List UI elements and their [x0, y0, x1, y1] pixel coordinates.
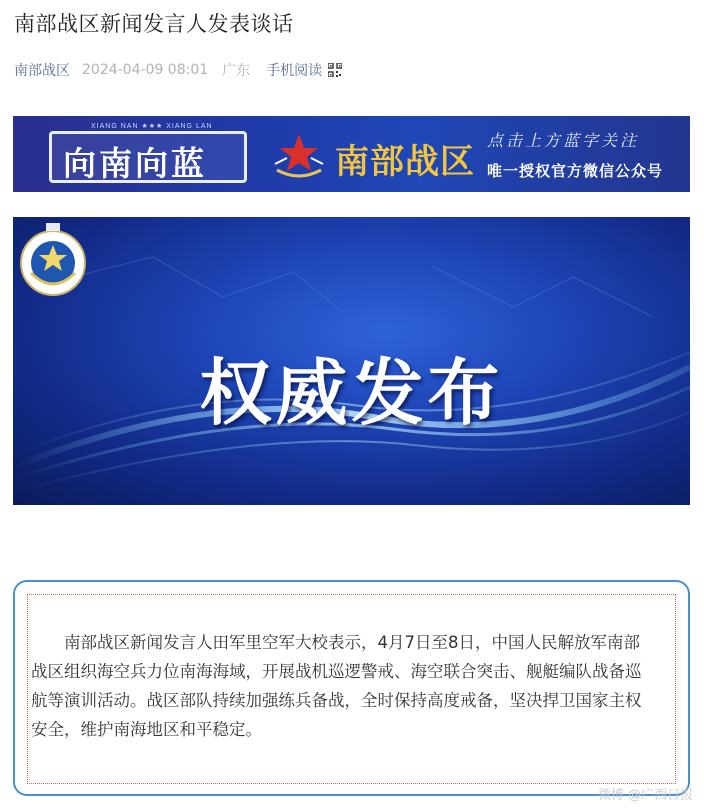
publish-date: 2024-04-09 08:01 [82, 62, 209, 78]
statement-text: 南部战区新闻发言人田军里空军大校表示，4月7日至8日，中国人民解放军南部战区组织海空兵力位南海海域，开展战机巡逻警戒、海空联合突击、舰艇编队战备巡航等演训活动。战区部队持续加强练兵备战，全时保持高度戒备，坚决捍卫国家主权安全，维护南海地区和平稳定。 [31, 633, 642, 739]
follow-banner[interactable] [13, 116, 690, 192]
qr-code-icon[interactable] [328, 63, 342, 77]
statement-box [13, 580, 690, 796]
authority-release-title: 权威发布 [199, 350, 504, 435]
brand-title: 南部战区 [335, 142, 475, 182]
weibo-watermark: 微博 @广西日报 [598, 788, 694, 803]
source-link[interactable]: 南部战区 [14, 63, 70, 79]
slogan-text: 向南向蓝 [63, 144, 207, 183]
slogan-pinyin: XIANG NAN ★★★ XIANG LAN [91, 123, 213, 130]
article-title: 南部战区新闻发言人发表谈话 [14, 12, 294, 36]
location: 广东 [222, 63, 251, 79]
army-emblem-icon [271, 130, 327, 182]
authority-release-banner [13, 217, 690, 505]
official-account-note: 唯一授权官方微信公众号 [487, 162, 664, 180]
command-emblem-icon [13, 217, 93, 305]
follow-prompt: 点击上方蓝字关注 [487, 131, 640, 150]
article-meta [14, 60, 342, 80]
mobile-read-link[interactable]: 手机阅读 [266, 63, 323, 79]
